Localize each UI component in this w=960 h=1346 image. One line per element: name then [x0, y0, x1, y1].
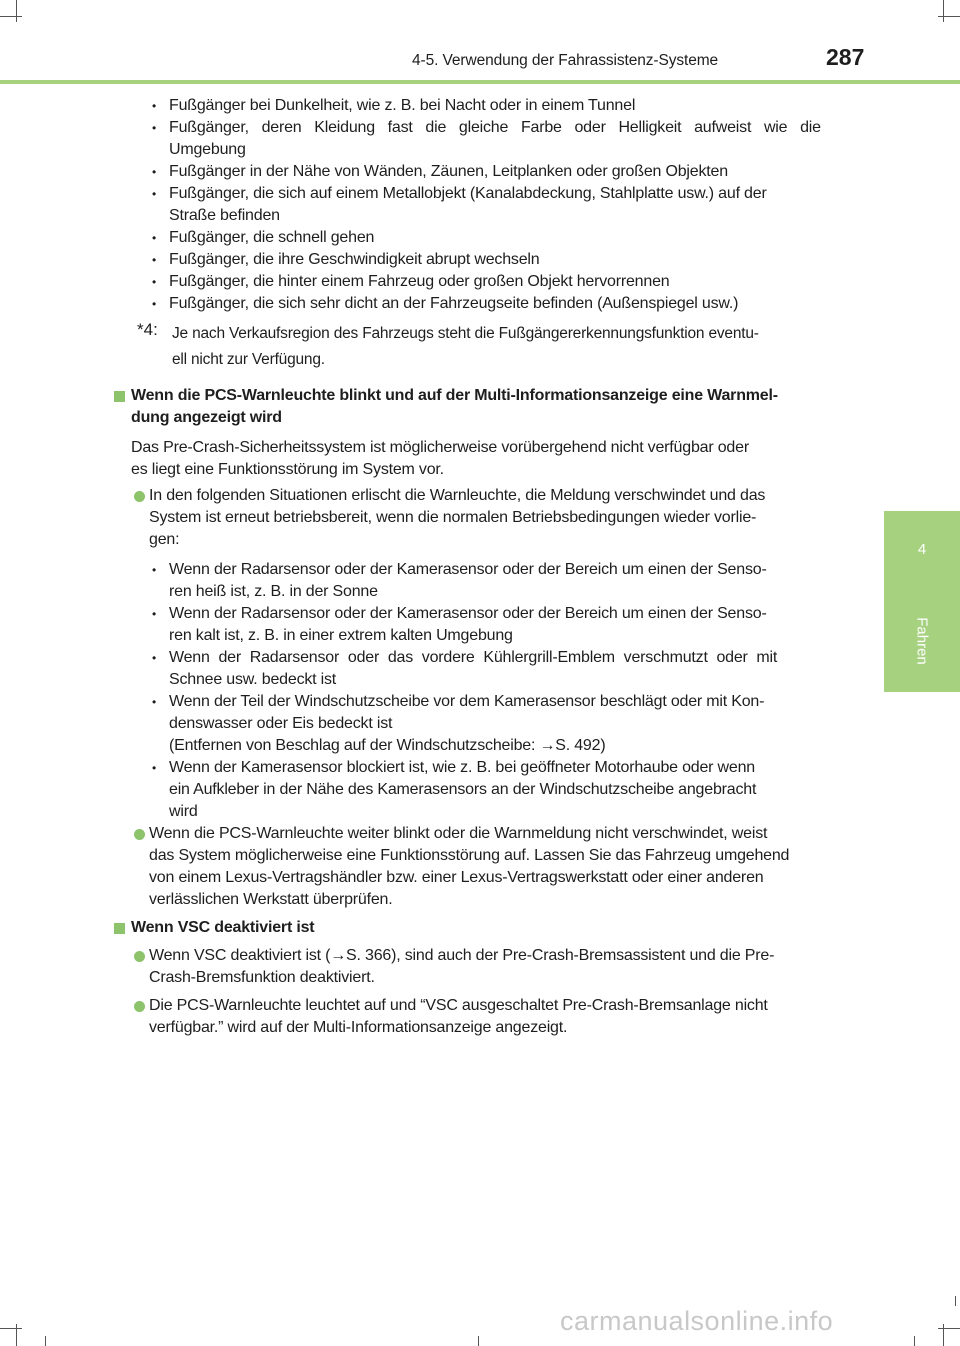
crop-mark: [943, 0, 944, 22]
list-bullet: •: [152, 187, 157, 201]
list-item-line: ren kalt ist, z. B. in einer extrem kalten Umgebung: [169, 627, 513, 644]
crop-mark: [0, 16, 22, 17]
point-bullet-icon: [134, 1001, 145, 1012]
paragraph-line: Die PCS-Warnleuchte leuchtet auf und “VSC ausgeschaltet Pre-Crash-Bremsanlage nicht: [149, 997, 768, 1014]
section-header-title: 4-5. Verwendung der Fahrassistenz-Systeme: [412, 52, 719, 69]
paragraph-line: System ist erneut betriebsbereit, wenn die normalen Betriebsbedingungen wieder vorlie-: [149, 509, 757, 526]
list-item-line: Wenn der Radarsensor oder der Kamerasensor oder der Bereich um einen der Senso-: [169, 561, 767, 578]
list-bullet: •: [152, 231, 157, 245]
list-item-line: Wenn der Kamerasensor blockiert ist, wie z. B. bei geöffneter Motorhaube oder wenn: [169, 759, 755, 776]
crop-mark: [938, 16, 960, 17]
crop-mark: [955, 1296, 956, 1306]
list-item-line: ein Aufkleber in der Nähe des Kamerasensors an der Windschutzscheibe angebracht: [169, 781, 757, 798]
list-item-line: Straße befinden: [169, 207, 280, 224]
chapter-number: 4: [917, 541, 927, 558]
paragraph-line: Das Pre-Crash-Sicherheitssystem ist möglicherweise vorübergehend nicht verfügbar oder: [131, 439, 749, 456]
header-rule: [0, 80, 960, 84]
list-item-line: Wenn der Radarsensor oder der Kamerasensor oder der Bereich um einen der Senso-: [169, 605, 767, 622]
list-item-line: (Entfernen von Beschlag auf der Windschutzscheibe: →S. 492): [169, 737, 606, 754]
page-number: 287: [826, 44, 865, 70]
paragraph-line: verfügbar.” wird auf der Multi-Informationsanzeige angezeigt.: [149, 1019, 568, 1036]
section-heading: dung angezeigt wird: [131, 409, 282, 426]
list-bullet: •: [152, 607, 157, 621]
list-item-line: ren heiß ist, z. B. in der Sonne: [169, 583, 378, 600]
crop-mark: [938, 1328, 960, 1329]
crop-mark: [914, 1336, 915, 1346]
list-bullet: •: [152, 563, 157, 577]
list-item-line: Fußgänger bei Dunkelheit, wie z. B. bei Nacht oder in einem Tunnel: [169, 97, 636, 114]
footnote-line: Je nach Verkaufsregion des Fahrzeugs steht die Fußgängererkennungsfunktion eventu-: [172, 325, 759, 342]
paragraph-line: es liegt eine Funktionsstörung im System vor.: [131, 461, 444, 478]
paragraph-line: von einem Lexus-Vertragshändler bzw. einer Lexus-Vertragswerkstatt oder einer anderen: [149, 869, 764, 886]
footnote-marker: *4:: [137, 320, 158, 339]
list-item-line: Schnee usw. bedeckt ist: [169, 671, 337, 688]
paragraph-line: das System möglicherweise eine Funktionsstörung auf. Lassen Sie das Fahrzeug umgehend: [149, 847, 790, 864]
paragraph-line: In den folgenden Situationen erlischt die Warnleuchte, die Meldung verschwindet und das: [149, 487, 766, 504]
list-item-line: denswasser oder Eis bedeckt ist: [169, 715, 393, 732]
list-item-line: Fußgänger, die schnell gehen: [169, 229, 375, 246]
footnote-line: ell nicht zur Verfügung.: [172, 351, 325, 368]
chapter-label-text: Fahren: [913, 617, 931, 665]
list-item-line: Wenn der Teil der Windschutzscheibe vor dem Kamerasensor beschlägt oder mit Kon-: [169, 693, 765, 710]
crop-mark: [45, 1336, 46, 1346]
section-square-icon: [114, 923, 125, 934]
list-bullet: •: [152, 165, 157, 179]
list-bullet: •: [152, 253, 157, 267]
list-item-line: Fußgänger, die hinter einem Fahrzeug oder großen Objekt hervorrennen: [169, 273, 670, 290]
crop-mark: [0, 1328, 22, 1329]
chapter-tab: [884, 511, 960, 692]
crop-mark: [16, 0, 17, 22]
paragraph-line: gen:: [149, 531, 180, 548]
section-heading: Wenn die PCS-Warnleuchte blinkt und auf der Multi-Informationsanzeige eine Warnmel-: [131, 387, 778, 404]
crop-mark: [478, 1336, 479, 1346]
point-bullet-icon: [134, 829, 145, 840]
point-bullet-icon: [134, 491, 145, 502]
list-item-line: Fußgänger, deren Kleidung fast die gleiche Farbe oder Helligkeit aufweist wie die: [169, 119, 821, 136]
list-bullet: •: [152, 275, 157, 289]
section-heading: Wenn VSC deaktiviert ist: [131, 919, 315, 936]
list-item-line: Fußgänger, die sich sehr dicht an der Fahrzeugseite befinden (Außenspiegel usw.): [169, 295, 739, 312]
list-item-line: Umgebung: [169, 141, 246, 158]
paragraph-line: verlässlichen Werkstatt überprüfen.: [149, 891, 393, 908]
section-square-icon: [114, 391, 125, 402]
list-bullet: •: [152, 695, 157, 709]
list-bullet: •: [152, 121, 157, 135]
paragraph-line: Crash-Bremsfunktion deaktiviert.: [149, 969, 375, 986]
watermark: carmanualsonline.info: [560, 1306, 834, 1336]
paragraph-line: Wenn die PCS-Warnleuchte weiter blinkt oder die Warnmeldung nicht verschwindet, weist: [149, 825, 768, 842]
paragraph-line: Wenn VSC deaktiviert ist (→S. 366), sind auch der Pre-Crash-Bremsassistent und die Pre-: [149, 947, 775, 964]
list-item-line: wird: [169, 803, 198, 820]
list-bullet: •: [152, 761, 157, 775]
point-bullet-icon: [134, 951, 145, 962]
list-bullet: •: [152, 651, 157, 665]
list-bullet: •: [152, 297, 157, 311]
list-item-line: Fußgänger in der Nähe von Wänden, Zäunen, Leitplanken oder großen Objekten: [169, 163, 728, 180]
list-bullet: •: [152, 99, 157, 113]
list-item-line: Fußgänger, die sich auf einem Metallobjekt (Kanalabdeckung, Stahlplatte usw.) auf der: [169, 185, 767, 202]
list-item-line: Wenn der Radarsensor oder das vordere Kühlergrill-Emblem verschmutzt oder mit: [169, 649, 778, 666]
list-item-line: Fußgänger, die ihre Geschwindigkeit abrupt wechseln: [169, 251, 540, 268]
chapter-label: [910, 611, 934, 671]
